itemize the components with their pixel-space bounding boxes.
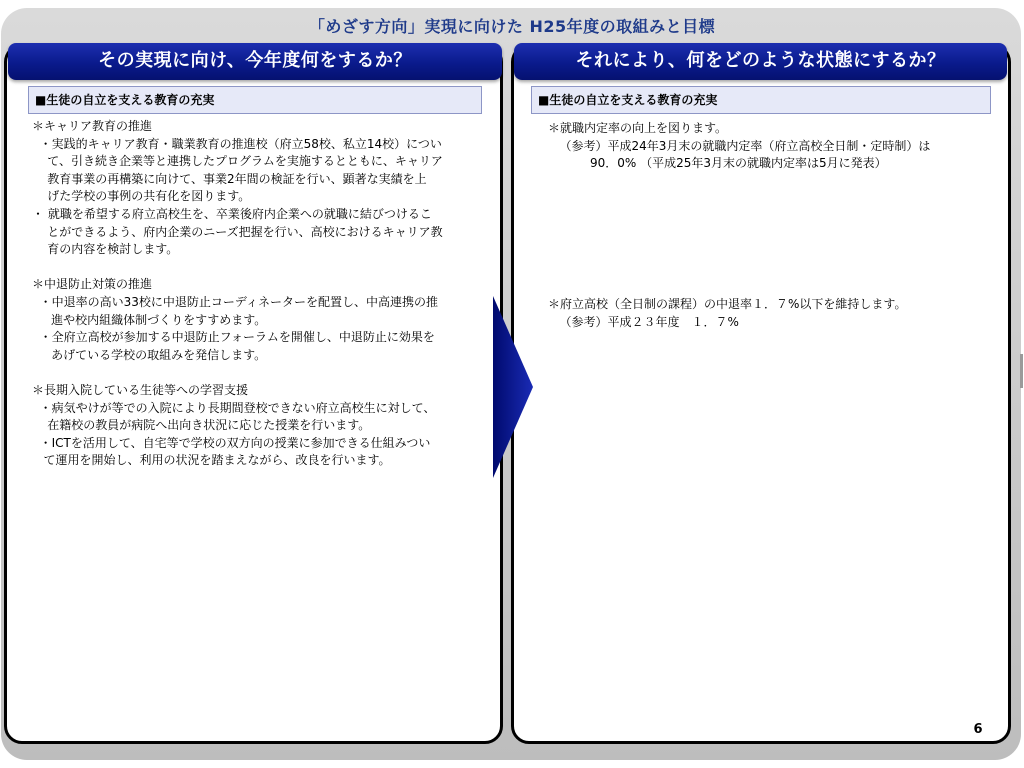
body-line: ・ICTを活用して、自宅等で学校の双方向の授業に参加できる仕組みつい (32, 435, 431, 450)
body-line (548, 243, 988, 261)
body-line (548, 261, 988, 279)
body-line: とができるよう、府内企業のニーズ把握を行い、高校におけるキャリア教 (32, 224, 443, 239)
body-line: （参考）平成２３年度 １．７% (548, 314, 739, 329)
right-section-label: ■生徒の自立を支える教育の充実 (531, 86, 991, 114)
body-line: ＊中退防止対策の推進 (32, 277, 153, 292)
body-line: て、引き続き企業等と連携したプログラムを実施するとともに、キャリア (32, 154, 443, 169)
body-line: 育の内容を検討します。 (32, 242, 179, 257)
body-line: （参考）平成24年3月末の就職内定率（府立高校全日制・定時制）は (548, 138, 931, 153)
body-line (32, 364, 487, 382)
body-line: ・中退率の高い33校に中退防止コーディネーターを配置し、中高連携の推 (32, 294, 438, 309)
body-line: ＊就職内定率の向上を図ります。 (548, 121, 728, 135)
body-line: て運用を開始し、利用の状況を踏まえながら、改良を行います。 (32, 453, 391, 468)
body-line: ＊キャリア教育の推進 (32, 119, 153, 133)
body-line: 90．0% （平成25年3月末の就職内定率は5月に発表） (548, 156, 887, 171)
slide-title: 「めざす方向」実現に向けた H25年度の取組みと目標 (308, 17, 716, 36)
body-line (548, 173, 988, 191)
body-line (548, 226, 988, 244)
left-body-text (32, 118, 487, 470)
right-arrow-icon (492, 296, 534, 478)
body-line: 進や校内組織体制づくりをすすめます。 (32, 312, 267, 327)
left-panel-header: その実現に向け、今年度何をするか？ (8, 43, 502, 80)
body-line: ・実践的キャリア教育・職業教育の推進校（府立58校、私立14校）につい (32, 136, 442, 151)
left-section-label: ■生徒の自立を支える教育の充実 (28, 86, 482, 114)
body-line: ・ 就職を希望する府立高校生を、卒業後府内企業への就職に結びつけるこ (32, 206, 432, 221)
body-line: ＊長期入院している生徒等への学習支援 (32, 382, 249, 397)
body-line (548, 208, 988, 226)
body-line (548, 278, 988, 296)
page-number: 6 (973, 722, 983, 737)
right-body-text (548, 120, 988, 331)
body-line: ＊府立高校（全日制の課程）の中退率１．７%以下を維持します。 (548, 296, 907, 311)
side-divider (1020, 354, 1023, 388)
right-panel-header: それにより、何をどのような状態にするか？ (514, 43, 1007, 80)
body-line: ・全府立高校が参加する中退防止フォーラムを開催し、中退防止に効果を (32, 330, 435, 345)
body-line: げた学校の事例の共有化を図ります。 (32, 189, 251, 204)
body-line (32, 259, 487, 277)
body-line (548, 190, 988, 208)
body-line: 在籍校の教員が病院へ出向き状況に応じた授業を行います。 (32, 418, 371, 433)
body-line: ・病気やけが等での入院により長期間登校できない府立高校生に対して、 (32, 400, 436, 415)
body-line: あげている学校の取組みを発信します。 (32, 347, 267, 362)
body-line: 教育事業の再構築に向けて、事業2年間の検証を行い、顕著な実績を上 (32, 171, 427, 186)
